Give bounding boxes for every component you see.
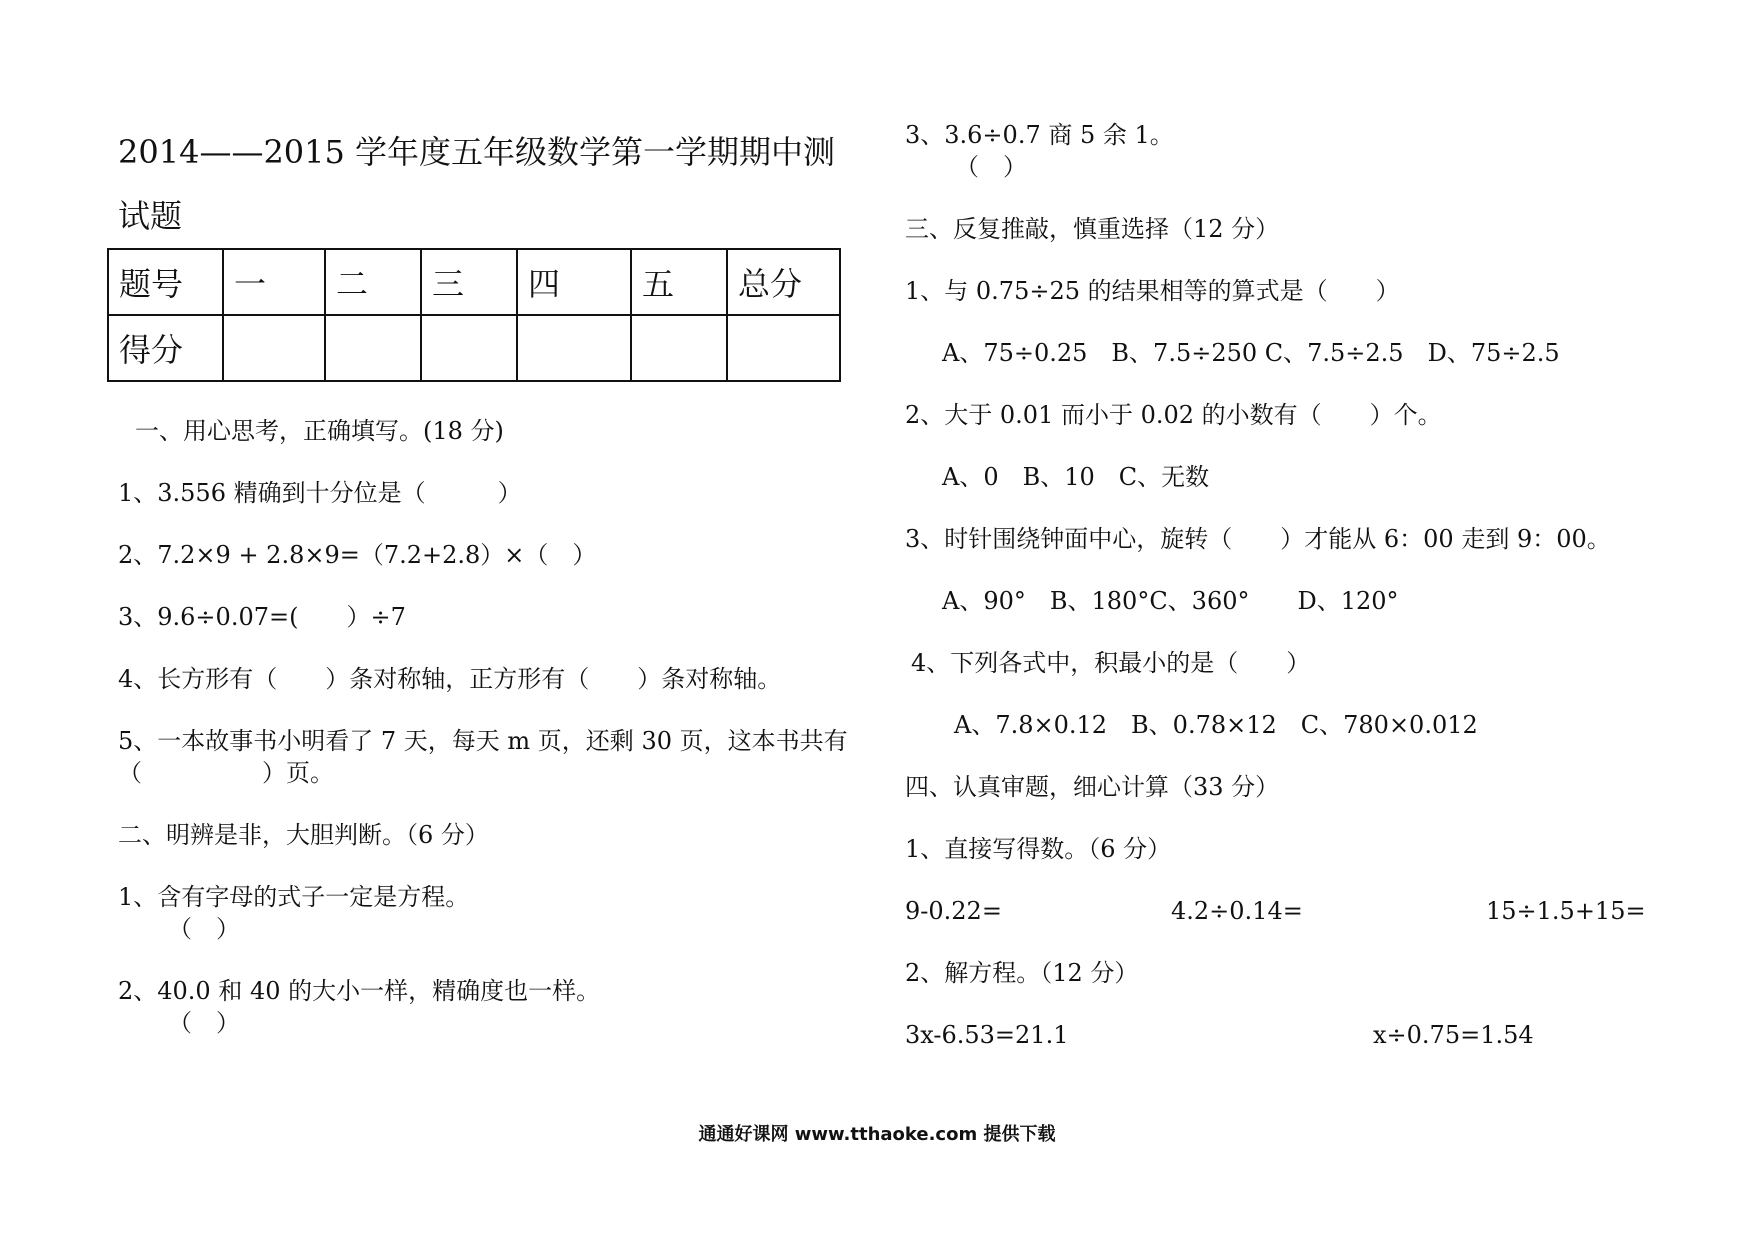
section3-question-4: 4、下列各式中，积最小的是（ ） (911, 649, 1311, 677)
calc-problem-2: 4.2÷0.14= (1171, 897, 1303, 925)
section2-question-2-answer: （ ） (168, 1009, 240, 1037)
section1-question-3: 3、9.6÷0.07=( ）÷7 (118, 603, 406, 631)
section4-subheading-2: 2、解方程。（12 分） (905, 959, 1139, 987)
section1-question-5-blank: （ ）页。 (118, 759, 334, 787)
section2-question-1: 1、含有字母的式子一定是方程。 (118, 883, 470, 911)
section4-heading: 四、认真审题，细心计算（33 分） (905, 773, 1280, 801)
score-cell[interactable] (421, 315, 517, 381)
page-title-line1: 2014——2015 学年度五年级数学第一学期期中测 (118, 133, 836, 171)
section3-question-1: 1、与 0.75÷25 的结果相等的算式是（ ） (905, 277, 1400, 305)
score-cell[interactable] (517, 315, 631, 381)
calc-problem-1: 9-0.22= (905, 897, 1002, 925)
score-header-cell: 总分 (727, 249, 840, 315)
section1-question-2: 2、7.2×9 + 2.8×9=（7.2+2.8）×（ ） (118, 541, 597, 569)
score-header-cell: 五 (631, 249, 727, 315)
score-row-label: 得分 (108, 315, 223, 381)
score-header-cell: 二 (325, 249, 421, 315)
score-header-cell: 三 (421, 249, 517, 315)
equation-2: x÷0.75=1.54 (1373, 1021, 1534, 1049)
section1-question-4: 4、长方形有（ ）条对称轴，正方形有（ ）条对称轴。 (118, 665, 782, 693)
section1-question-5: 5、一本故事书小明看了 7 天，每天 m 页，还剩 30 页，这本书共有 (118, 727, 848, 755)
score-header-cell: 题号 (108, 249, 223, 315)
score-header-cell: 四 (517, 249, 631, 315)
section3-question-2: 2、大于 0.01 而小于 0.02 的小数有（ ）个。 (905, 401, 1442, 429)
section3-question-3: 3、时针围绕钟面中心，旋转（ ）才能从 6：00 走到 9：00。 (905, 525, 1611, 553)
section3-question-3-options: A、90° B、180°C、360° D、120° (942, 587, 1399, 615)
section3-question-2-options: A、0 B、10 C、无数 (942, 463, 1210, 491)
score-cell[interactable] (727, 315, 840, 381)
section1-heading: 一、用心思考，正确填写。(18 分) (135, 417, 504, 445)
section2-question-3-answer: （ ） (955, 153, 1027, 181)
calc-problem-3: 15÷1.5+15= (1486, 897, 1646, 925)
score-table-header-row (108, 249, 840, 315)
section4-subheading-1: 1、直接写得数。（6 分） (905, 835, 1172, 863)
section1-question-1: 1、3.556 精确到十分位是（ ） (118, 479, 522, 507)
page-title-line2: 试题 (118, 197, 183, 235)
section2-heading: 二、明辨是非，大胆判断。（6 分） (118, 821, 489, 849)
section2-question-1-answer: （ ） (168, 915, 240, 943)
section2-question-2: 2、40.0 和 40 的大小一样，精确度也一样。 (118, 977, 601, 1005)
score-table-score-row (108, 315, 840, 381)
equation-1: 3x-6.53=21.1 (905, 1021, 1069, 1049)
score-cell[interactable] (325, 315, 421, 381)
score-cell[interactable] (631, 315, 727, 381)
section2-question-3: 3、3.6÷0.7 商 5 余 1。 (905, 121, 1174, 149)
score-cell[interactable] (223, 315, 325, 381)
score-table (107, 248, 841, 382)
score-header-cell: 一 (223, 249, 325, 315)
section3-question-4-options: A、7.8×0.12 B、0.78×12 C、780×0.012 (954, 711, 1478, 739)
section3-question-1-options: A、75÷0.25 B、7.5÷250 C、7.5÷2.5 D、75÷2.5 (942, 339, 1560, 367)
footer-source: 通通好课网 www.tthaoke.com 提供下载 (698, 1124, 1056, 1145)
section3-heading: 三、反复推敲，慎重选择（12 分） (905, 215, 1280, 243)
